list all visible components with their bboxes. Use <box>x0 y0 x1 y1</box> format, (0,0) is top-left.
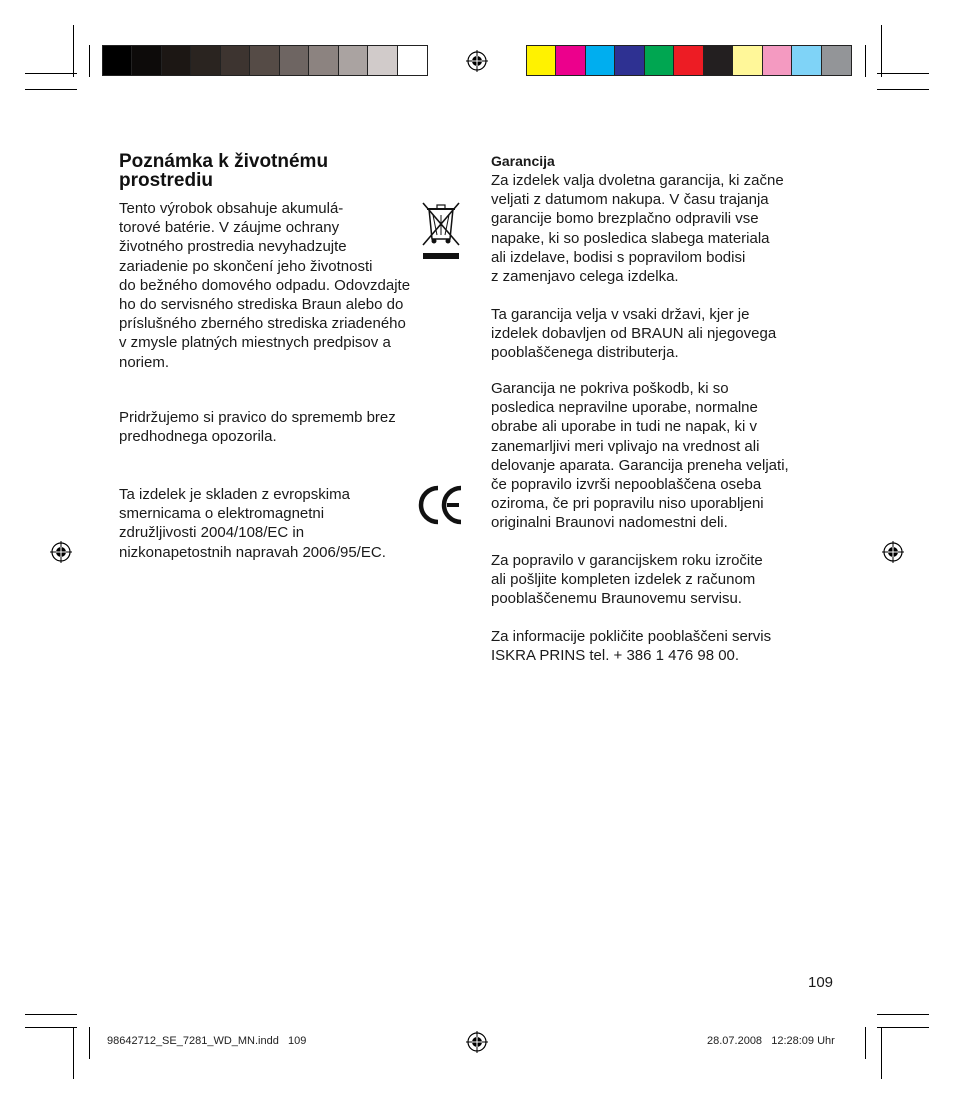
warranty-paragraph-3: Garancija ne pokriva poškodb, ki so posledica nepravilne uporabe, normalne obrabe ali uporabe in tudi ne napak, ki v zanemarljivi meri vplivajo na vrednost ali delovanje aparata. Garancija preneha veljati, če popravilo izvrši nepooblaščena oseba oziroma, če pri popravilu niso uporabljeni originalni Braunovi nadomestni deli. <box>491 380 789 532</box>
warranty-paragraph-4: Za popravilo v garancijskem roku izročite ali pošljite kompleten izdelek z računom pooblaščenemu Braunovemu servisu. <box>491 552 763 608</box>
color-swatch <box>309 46 338 75</box>
crossed-out-wheelie-bin-icon <box>419 199 463 261</box>
registration-mark-icon <box>50 541 72 563</box>
color-swatch <box>586 46 615 75</box>
page-number: 109 <box>808 974 834 991</box>
color-swatch <box>368 46 397 75</box>
warranty-heading: Garancija <box>491 153 555 169</box>
warranty-paragraph-1: Za izdelek valja dvoletna garancija, ki začne veljati z datumom nakupa. V času trajanja garancije bomo brezplačno odpravili vse napake, ki so posledica slabega materiala ali izdelave, bodisi s popravilom bodisi z zamenjavo celega izdelka. <box>491 172 784 286</box>
color-swatch <box>339 46 368 75</box>
color-swatch <box>704 46 733 75</box>
footer-timestamp: 28.07.2008 12:28:09 Uhr <box>707 1035 835 1047</box>
warranty-paragraph-2: Ta garancija velja v vsaki državi, kjer je izdelek dobavljen od BRAUN ali njegovega pooblaščenega distributerja. <box>491 306 777 362</box>
footer-filename: 98642712_SE_7281_WD_MN.indd 109 <box>107 1035 307 1047</box>
changes-notice: Pridržujemo si pravico do sprememb brez predhodnega opozorila. <box>119 409 396 446</box>
registration-mark-icon <box>882 541 904 563</box>
color-swatch <box>132 46 161 75</box>
color-swatch <box>191 46 220 75</box>
color-swatch <box>221 46 250 75</box>
process-color-bar <box>526 45 852 76</box>
environment-heading: Poznámka k životnému prostrediu <box>119 151 329 191</box>
color-swatch <box>674 46 703 75</box>
ce-mark-icon <box>417 484 465 526</box>
color-swatch <box>280 46 309 75</box>
color-swatch <box>645 46 674 75</box>
warranty-paragraph-5: Za informacije pokličite pooblaščeni servis ISKRA PRINS tel. + 386 1 476 98 00. <box>491 628 772 665</box>
color-swatch <box>733 46 762 75</box>
color-swatch <box>527 46 556 75</box>
grayscale-color-bar <box>102 45 428 76</box>
color-swatch <box>103 46 132 75</box>
color-swatch <box>822 46 851 75</box>
color-swatch <box>162 46 191 75</box>
registration-mark-icon <box>466 50 488 72</box>
color-swatch <box>250 46 279 75</box>
registration-mark-icon <box>466 1031 488 1053</box>
ce-compliance-paragraph: Ta izdelek je skladen z evropskima smernicama o elektromagnetni združljivosti 2004/108/EC in nizkonapetostnih napravah 2006/95/EC. <box>119 486 386 561</box>
color-swatch <box>763 46 792 75</box>
color-swatch <box>615 46 644 75</box>
color-swatch <box>398 46 427 75</box>
color-swatch <box>792 46 821 75</box>
environment-paragraph: Tento výrobok obsahuje akumulá- torové batérie. V záujme ochrany životného prostredia nevyhadzujte zariadenie po skončení jeho životnosti do bežného domového odpadu. Odovzdajte ho do servisného strediska Braun alebo do príslušného zberného strediska zriadeného v zmysle platných miestnych predpisov a noriem. <box>119 200 411 371</box>
color-swatch <box>556 46 585 75</box>
